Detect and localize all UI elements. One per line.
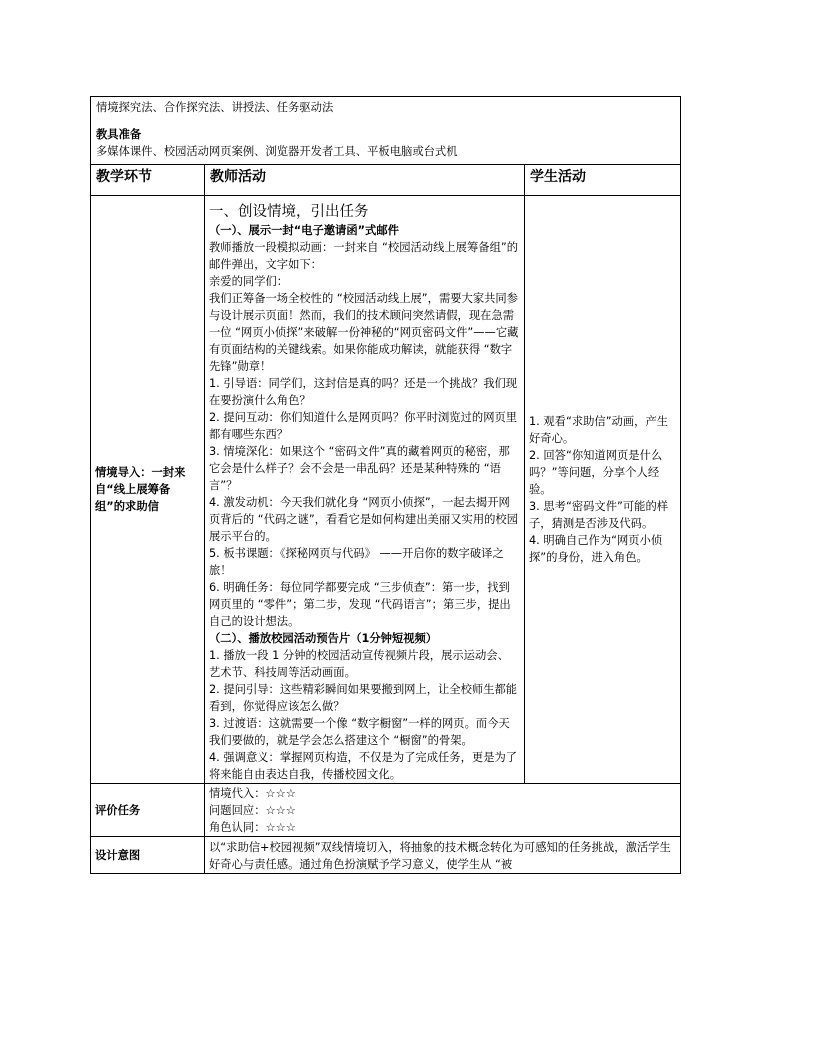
student-line: 3. 思考“密码文件”可能的样子，猜测是否涉及代码。 (529, 500, 669, 530)
teacher-activity-cell (205, 196, 525, 784)
subtitle-video: （二）、播放校园活动预告片（1分钟短视频） (209, 632, 438, 645)
teacher-line: 亲爱的同学们： (209, 275, 289, 288)
teacher-line: 教师播放一段模拟动画：一封来自 “校园活动线上展筹备组”的邮件弹出，文字如下： (209, 241, 519, 271)
evaluation-cell (205, 784, 681, 837)
tools-content: 多媒体课件、校园活动网页案例、浏览器开发者工具、平板电脑或台式机 (96, 145, 458, 158)
evaluation-item-name: 情境代入： (209, 787, 266, 800)
evaluation-row (91, 784, 681, 837)
design-intent-row (91, 837, 681, 874)
section-title: 一、创设情境，引出任务 (209, 204, 369, 220)
teacher-line: 我们正筹备一场全校性的 “校园活动线上展”，需要大家共同参与设计展示页面！然而，我们的技术顾问突然请假，现在急需一位 “网页小侦探”来破解一份神秘的“网页密码文件”——它藏有页面结构的关键线索。如果你能成功解读，就能获得 “数字先锋”勋章！ (209, 292, 519, 373)
star-rating-icon: ☆☆☆ (265, 787, 296, 800)
stage-row (91, 196, 681, 784)
student-line: 2. 回答“你知道网页是什么吗？”等问题，分享个人经验。 (529, 449, 663, 496)
stage-label: 情境导入：一封来自“线上展筹备组”的求助信 (91, 196, 205, 784)
evaluation-item (209, 802, 676, 819)
teaching-methods: 情境探究法、合作探究法、讲授法、任务驱动法 (96, 101, 334, 114)
teacher-line: 4. 激发动机：今天我们就化身 “网页小侦探”，一起去揭开网页背后的 “代码之谜”，看看它是如何构建出美丽又实用的校园展示平台的。 (209, 496, 519, 543)
student-line: 1. 观看“求助信”动画，产生好奇心。 (529, 415, 669, 445)
tools-heading: 教具准备 (96, 128, 142, 141)
student-activity-cell (525, 196, 681, 784)
teacher-line: 4. 强调意义：掌握网页构造，不仅是为了完成任务，更是为了将来能自由表达自我，传播校园文化。 (209, 751, 518, 781)
header-stage: 教学环节 (91, 165, 205, 196)
design-intent-content: 以“求助信+校园视频”双线情境切入，将抽象的技术概念转化为可感知的任务挑战，激活学生好奇心与责任感。通过角色扮演赋予学习意义，使学生从 “被 (205, 837, 681, 874)
star-rating-icon: ☆☆☆ (265, 821, 296, 834)
teacher-line: 2. 提问引导：这些精彩瞬间如果要搬到网上，让全校师生都能看到，你觉得应该怎么做？ (209, 683, 518, 713)
design-intent-label: 设计意图 (91, 837, 205, 874)
lesson-plan-page (90, 96, 680, 874)
evaluation-item-name: 角色认同： (209, 821, 266, 834)
table-header-row (91, 165, 681, 196)
header-teacher-activity: 教师活动 (205, 165, 525, 196)
subtitle-email: （一）、展示一封“电子邀请函”式邮件 (209, 224, 399, 237)
header-student-activity: 学生活动 (525, 165, 681, 196)
lesson-plan-table (90, 96, 681, 874)
star-rating-icon: ☆☆☆ (265, 804, 296, 817)
teacher-line: 3. 过渡语：这就需要一个像 “数字橱窗”一样的网页。而今天我们要做的，就是学会怎么搭建这个 “橱窗”的骨架。 (209, 717, 510, 747)
teacher-line: 2. 提问互动：你们知道什么是网页吗？你平时浏览过的网页里都有哪些东西？ (209, 411, 518, 441)
student-line: 4. 明确自己作为“网页小侦探”的身份，进入角色。 (529, 534, 663, 564)
teacher-line: 3. 情境深化：如果这个 “密码文件”真的藏着网页的秘密，那它会是什么样子？会不会是一串乱码？还是某种特殊的 “语言”？ (209, 445, 510, 492)
teacher-line: 6. 明确任务：每位同学都要完成 “三步侦查”：第一步，找到网页里的 “零件”；第二步，发现 “代码语言”；第三步，提出自己的设计想法。 (209, 581, 511, 628)
methods-tools-row (91, 97, 681, 165)
teacher-line: 1. 播放一段 1 分钟的校园活动宣传视频片段，展示运动会、艺术节、科技周等活动画面。 (209, 649, 509, 679)
methods-tools-cell (91, 97, 681, 165)
teacher-line: 1. 引导语：同学们，这封信是真的吗？还是一个挑战？我们现在要扮演什么角色？ (209, 377, 518, 407)
teacher-line: 5. 板书课题：《探秘网页与代码》 ——开启你的数字破译之旅！ (209, 547, 504, 577)
evaluation-item (209, 819, 676, 836)
evaluation-item (209, 785, 676, 802)
evaluation-label: 评价任务 (91, 784, 205, 837)
evaluation-item-name: 问题回应： (209, 804, 266, 817)
